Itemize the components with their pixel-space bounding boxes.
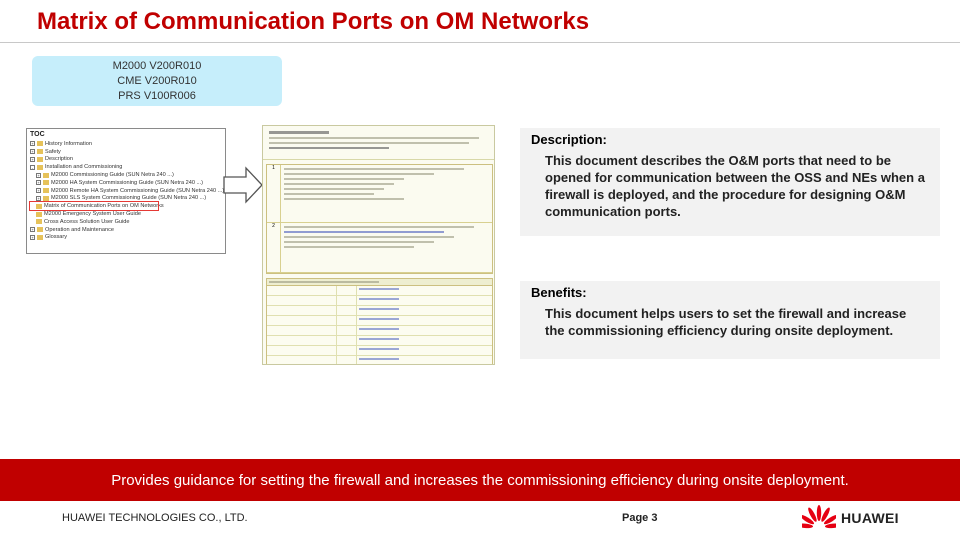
toc-item: Cross Access Solution User Guide xyxy=(30,218,222,226)
right-arrow-icon xyxy=(222,165,264,205)
description-panel xyxy=(520,128,940,236)
version-prs: PRS V100R006 xyxy=(118,90,196,102)
toc-item-highlighted: Matrix of Communication Ports on OM Networks xyxy=(30,202,158,210)
toc-item: + History Information xyxy=(31,140,92,147)
description-title: Description: xyxy=(531,132,607,147)
huawei-logo xyxy=(802,505,899,531)
description-text: This document describes the O&M ports that need to be opened for communication between the OSS and NEs when a firewall is deployed, and the procedure for designing O&M communication ports. xyxy=(545,153,925,219)
logo-text: HUAWEI xyxy=(841,510,899,526)
toc-item: M2000 Emergency System User Guide xyxy=(30,210,222,218)
toc-item: + Description xyxy=(31,156,73,163)
document-table: 1 2 xyxy=(266,164,493,274)
toc-item: + Operation and Maintenance xyxy=(31,226,115,233)
summary-banner: Provides guidance for setting the firewall and increases the commissioning efficiency during onsite deployment. xyxy=(0,459,960,501)
toc-item: - Installation and Commissioning xyxy=(31,164,123,171)
page-number: Page 3 xyxy=(622,512,658,524)
footer-company: HUAWEI TECHNOLOGIES CO., LTD. xyxy=(62,512,248,524)
document-header xyxy=(263,126,494,160)
toc-item: + M2000 Commissioning Guide (SUN Netra 240 ...) xyxy=(37,172,174,179)
document-subtable xyxy=(266,278,493,365)
toc-item: + Safety xyxy=(31,148,61,155)
page-title: Matrix of Communication Ports on OM Networks xyxy=(37,8,590,35)
benefits-title: Benefits: xyxy=(531,285,587,300)
version-box xyxy=(32,56,282,106)
toc-screenshot xyxy=(26,128,226,254)
document-thumbnail xyxy=(262,125,495,365)
version-m2000: M2000 V200R010 xyxy=(112,60,202,72)
title-divider xyxy=(0,42,960,43)
toc-item: + M2000 SLS System Commissioning Guide (SUN Netra 240 ...) xyxy=(37,195,207,202)
huawei-petal-icon xyxy=(802,505,836,531)
benefits-panel xyxy=(520,281,940,359)
toc-header: TOC xyxy=(30,131,45,138)
toc-item: + M2000 Remote HA System Commissioning Guide (SUN Netra 240 ...) xyxy=(37,187,225,194)
toc-item: + M2000 HA System Commissioning Guide (SUN Netra 240 ...) xyxy=(37,179,204,186)
benefits-text: This document helps users to set the firewall and increase the commissioning efficiency during onsite deployment. xyxy=(545,306,907,338)
version-cme: CME V200R010 xyxy=(117,75,197,87)
toc-item: + Glossary xyxy=(31,234,68,241)
